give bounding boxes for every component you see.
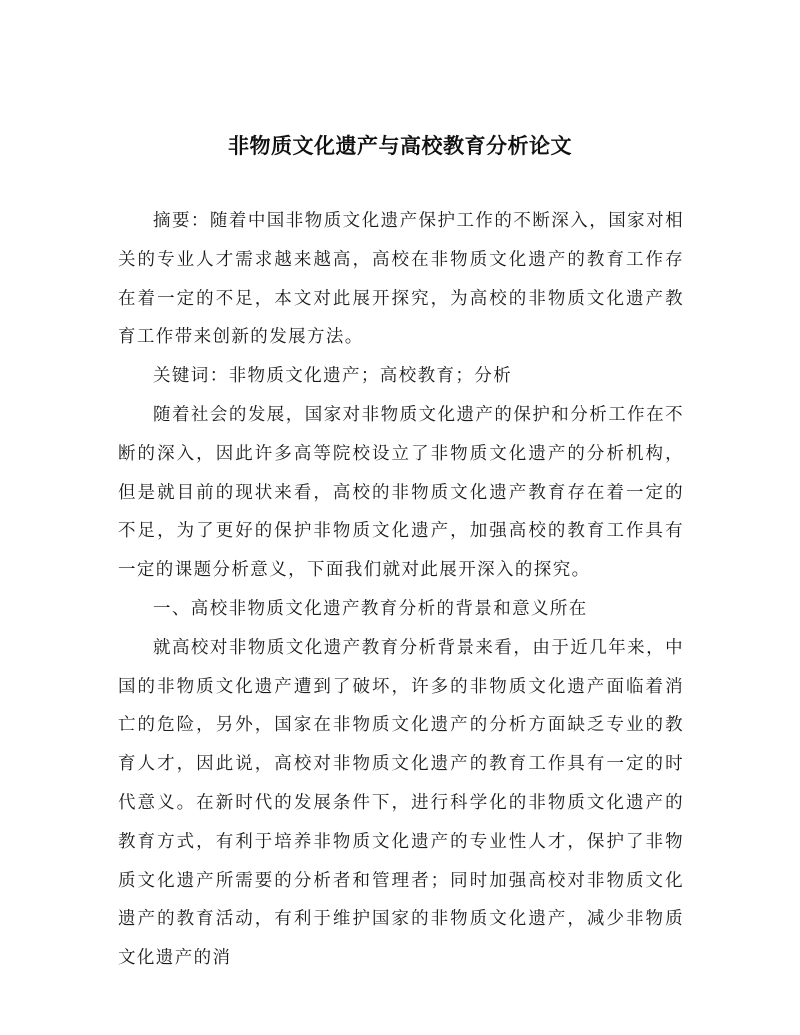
section-heading: 一、高校非物质文化遗产教育分析的背景和意义所在 xyxy=(153,598,588,619)
document-body xyxy=(118,202,684,978)
section-paragraph: 就高校对非物质文化遗产教育分析背景来看，由于近几年来，中国的非物质文化遗产遭到了破坏，许多的非物质文化遗产面临着消亡的危险，另外，国家在非物质文化遗产的分析方面缺乏专业的教育人才，因此说，高校对非物质文化遗产的教育工作具有一定的时代意义。在新时代的发展条件下，进行科学化的非物质文化遗产的教育方式，有利于培养非物质文化遗产的专业性人才，保护了非物质文化遗产所需要的分析者和管理者；同时加强高校对非物质文化遗产的教育活动，有利于维护国家的非物质文化遗产，减少非物质文化遗产的消 xyxy=(118,637,684,969)
abstract-paragraph: 摘要：随着中国非物质文化遗产保护工作的不断深入，国家对相关的专业人才需求越来越高，高校在非物质文化遗产的教育工作存在着一定的不足，本文对此展开探究，为高校的非物质文化遗产教育工作带来创新的发展方法。 xyxy=(118,211,684,348)
keywords-paragraph: 关键词：非物质文化遗产；高校教育；分析 xyxy=(153,366,513,387)
intro-paragraph: 随着社会的发展，国家对非物质文化遗产的保护和分析工作在不断的深入，因此许多高等院校设立了非物质文化遗产的分析机构，但是就目前的现状来看，高校的非物质文化遗产教育存在着一定的不足，为了更好的保护非物质文化遗产，加强高校的教育工作具有一定的课题分析意义，下面我们就对此展开深入的探究。 xyxy=(118,404,684,581)
document-title: 非物质文化遗产与高校教育分析论文 xyxy=(228,134,572,158)
